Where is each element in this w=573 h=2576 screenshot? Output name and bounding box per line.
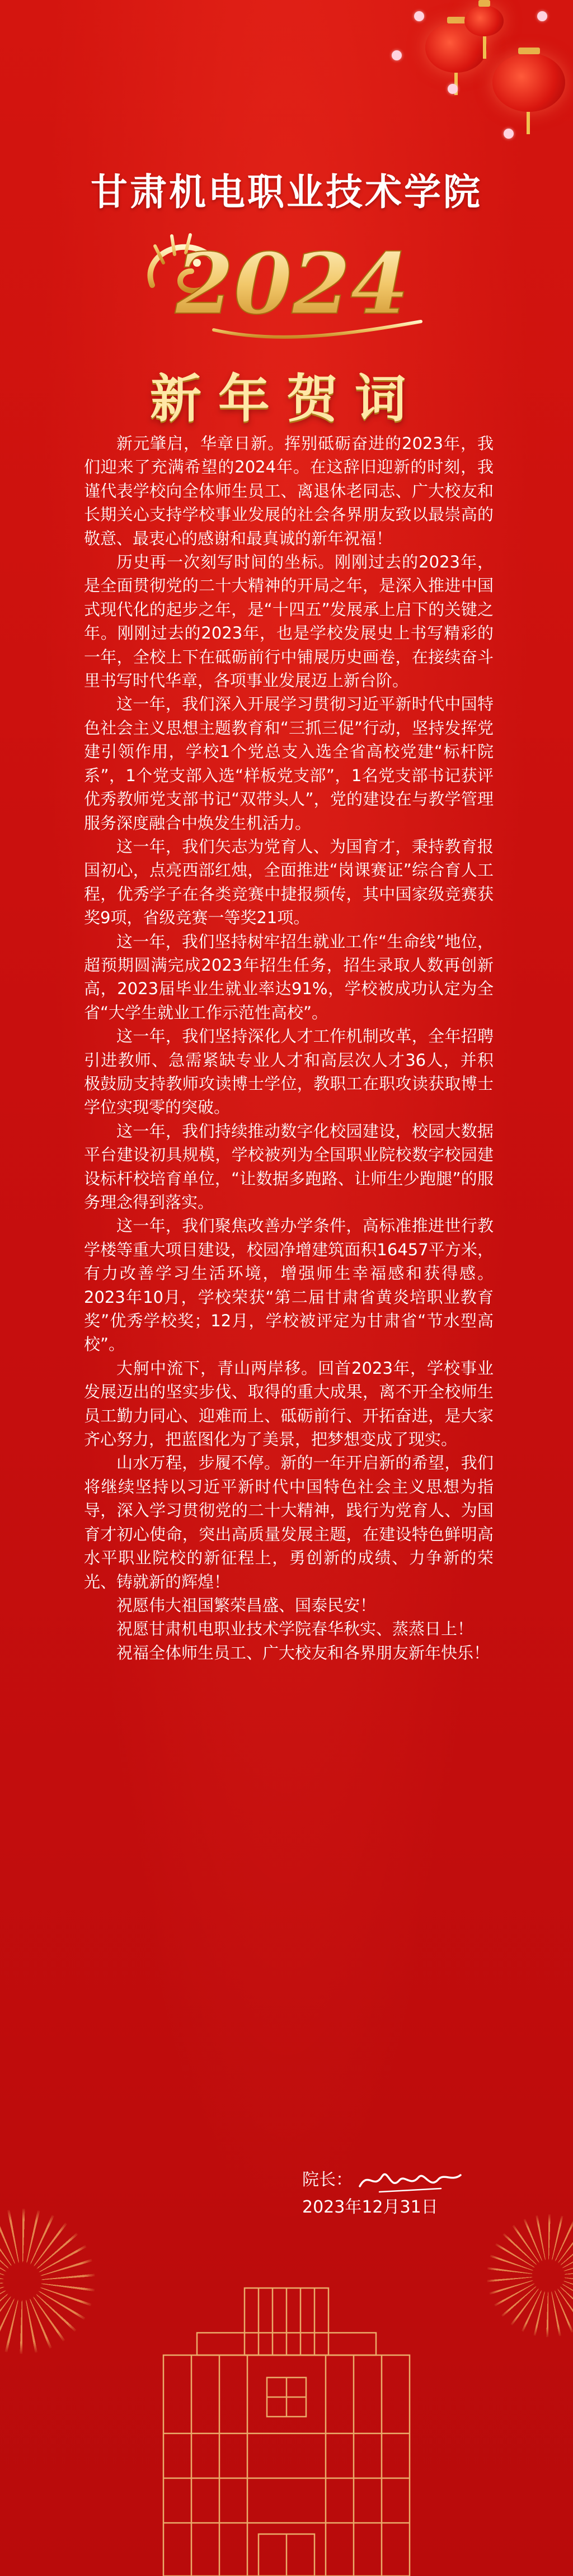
campus-building-illustration bbox=[147, 2271, 426, 2576]
paragraph-wish-all: 祝福全体师生员工、广大校友和各界朋友新年快乐！ bbox=[116, 1643, 490, 1662]
paragraph-employment: 这一年，我们坚持树牢招生就业工作“生命线”地位，超预期圆满完成2023年招生任务，招生录取人数再创新高，2023届毕业生就业率达91%，学校被成功认定为全省“大学生就业工作示范性高校”。 bbox=[84, 932, 494, 1022]
handwritten-signature bbox=[357, 2165, 463, 2195]
red-lantern-decoration bbox=[464, 6, 504, 36]
plum-blossom-decoration bbox=[448, 84, 458, 94]
paragraph-campus-construction: 这一年，我们聚焦改善办学条件，高标准推进世行教学楼等重大项目建设，校园净增建筑面积16457平方米，有力改善学习生活环境，增强师生幸福感和获得感。2023年10月，学校荣获“第二届甘肃省黄炎培职业教育奖”优秀学校奖；12月，学校被评定为甘肃省“节水型高校”。 bbox=[84, 1216, 494, 1354]
new-year-greeting-title: 新年贺词 bbox=[149, 368, 423, 429]
plum-blossom-decoration bbox=[537, 11, 547, 21]
paragraph-review: 历史再一次刻写时间的坐标。刚刚过去的2023年，是全面贯彻党的二十大精神的开局之年，是深入推进中国式现代化的起步之年，是“十四五”发展承上启下的关键之年。刚刚过去的2023年，也是学校发展史上书写精彩的一年，全校上下在砥砺前行中铺展历史画卷，在接续奋斗里书写时代华章，各项事业发展迈上新台阶。 bbox=[84, 552, 494, 691]
paragraph-opening: 新元肇启，华章日新。挥别砥砺奋进的2023年，我们迎来了充满希望的2024年。在这辞旧迎新的时刻，我谨代表学校向全体师生员工、离退休老同志、广大校友和长期关心支持学校事业发展的社会各界朋友致以最崇高的敬意、最衷心的感谢和最真诚的新年祝福！ bbox=[84, 434, 494, 548]
paragraph-talent: 这一年，我们坚持深化人才工作机制改革，全年招聘引进教师、急需紧缺专业人才和高层次人才36人，并积极鼓励支持教师攻读博士学位，教职工在职攻读获取博士学位实现零的突破。 bbox=[84, 1027, 494, 1117]
greeting-body bbox=[84, 432, 494, 1665]
firework-decoration bbox=[0, 2209, 95, 2354]
paragraph-wish-school: 祝愿甘肃机电职业技术学院春华秋实、蒸蒸日上！ bbox=[116, 1619, 474, 1639]
paragraph-digital-campus: 这一年，我们持续推动数字化校园建设，校园大数据平台建设初具规模，学校被列为全国职业院校数字校园建设标杆校培育单位，“让数据多跑路、让师生少跑腿”的服务理念得到落实。 bbox=[84, 1121, 494, 1212]
paragraph-reflection: 大舸中流下，青山两岸移。回首2023年，学校事业发展迈出的坚实步伐、取得的重大成果，离不开全校师生员工勤力同心、迎难而上、砥砺前行、开拓奋进，是大家齐心努力，把蓝图化为了美景，把梦想变成了现实。 bbox=[84, 1358, 494, 1449]
plum-blossom-decoration bbox=[414, 11, 424, 21]
signoff-block bbox=[302, 2165, 492, 2220]
firework-decoration bbox=[487, 2214, 573, 2337]
plum-blossom-decoration bbox=[392, 50, 402, 60]
paragraph-party-building: 这一年，我们深入开展学习贯彻习近平新时代中国特色社会主义思想主题教育和“三抓三促”行动，坚持发挥党建引领作用，学校1个党总支入选全省高校党建“标杆院系”，1个党支部入选“样板党支部”，1名党支部书记获评优秀教师党支部书记“双带头人”，党的建设在与教学管理服务深度融合中焕发生机活力。 bbox=[84, 694, 494, 833]
red-lantern-decoration bbox=[492, 53, 565, 112]
paragraph-outlook: 山水万程，步履不停。新的一年开启新的希望，我们将继续坚持以习近平新时代中国特色社会主义思想为指导，深入学习贯彻党的二十大精神，践行为党育人、为国育才初心使命，突出高质量发展主题，在建设特色鲜明高水平职业院校的新征程上，勇创新的成绩、力争新的荣光、铸就新的辉煌！ bbox=[84, 1453, 494, 1591]
paragraph-education: 这一年，我们矢志为党育人、为国育才，秉持教育报国初心，点亮西部红烛，全面推进“岗课赛证”综合育人工程，优秀学子在各类竞赛中捷报频传，其中国家级竞赛获奖9项，省级竞赛一等奖21项。 bbox=[84, 836, 494, 928]
school-name-title: 甘肃机电职业技术学院 bbox=[91, 171, 482, 214]
year-2024-dragon-art bbox=[130, 224, 443, 352]
paragraph-wish-country: 祝愿伟大祖国繁荣昌盛、国泰民安！ bbox=[116, 1595, 377, 1615]
signoff-date: 2023年12月31日 bbox=[302, 2197, 438, 2217]
plum-blossom-decoration bbox=[504, 129, 514, 139]
president-label: 院长： bbox=[302, 2170, 353, 2190]
year-2024-text: 2024 bbox=[175, 235, 409, 333]
